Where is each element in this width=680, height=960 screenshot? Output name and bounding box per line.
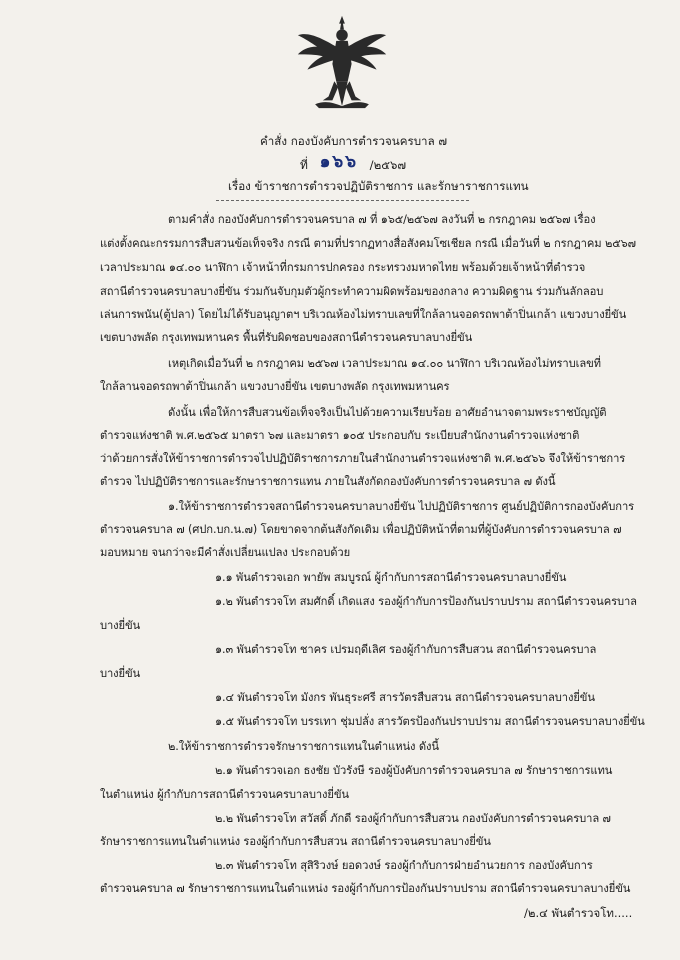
list-item: ๑.๔ พันตำรวจโท มังกร พันธุระศรี สารวัตรสืบสวน สถานีตำรวจนครบาลบางยี่ขัน (215, 691, 595, 704)
body-line: แต่งตั้งคณะกรรมการสืบสวนข้อเท็จจริง กรณี ตามที่ปรากฏทางสื่อสังคมโซเชียล กรณี เมื่อวันที่ ๒ กรกฎาคม ๒๕๖๗ (100, 237, 636, 250)
list-item: รักษาราชการแทนในตำแหน่ง รองผู้กำกับการสืบสวน สถานีตำรวจนครบาลบางยี่ขัน (100, 835, 491, 848)
divider (216, 200, 469, 201)
handwritten-number: ๑๖๖ (319, 152, 358, 172)
body-line: ตามคำสั่ง กองบังคับการตำรวจนครบาล ๗ ที่ ๑๖๕/๒๕๖๗ ลงวันที่ ๒ กรกฎาคม ๒๕๖๗ เรื่อง (168, 213, 596, 226)
body-line: สถานีตำรวจนครบาลบางยี่ขัน ร่วมกันจับกุมตัวผู้กระทำความผิดพร้อมของกลาง ความผิดฐาน ร่วมกันลักลอบ (100, 285, 604, 298)
subject-line: เรื่อง ข้าราชการตำรวจปฏิบัติราชการ และรักษาราชการแทน (228, 179, 529, 193)
list-item: บางยี่ขัน (100, 619, 141, 632)
list-item: ๒.๒ พันตำรวจโท สวัสดิ์ ภักดี รองผู้กำกับการสืบสวน กองบังคับการตำรวจนครบาล ๗ (215, 812, 611, 825)
list-item: บางยี่ขัน (100, 667, 141, 680)
body-line: เหตุเกิดเมื่อวันที่ ๒ กรกฎาคม ๒๕๖๗ เวลาประมาณ ๑๔.๐๐ นาฬิกา บริเวณห้องไม่ทราบเลขที่ (168, 357, 601, 370)
number-year: /๒๕๖๗ (369, 158, 407, 172)
body-line: ๒.ให้ข้าราชการตำรวจรักษาราชการแทนในตำแหน่ง ดังนี้ (168, 740, 439, 753)
body-line: เวลาประมาณ ๑๔.๐๐ นาฬิกา เจ้าหน้าที่กรมการปกครอง กระทรวงมหาดไทย พร้อมด้วยเจ้าหน้าที่ตำรวจ (100, 261, 586, 274)
list-item: ๒.๓ พันตำรวจโท สุสิริวงษ์ ยอดวงษ์ รองผู้กำกับการฝ่ายอำนวยการ กองบังคับการ (215, 859, 593, 872)
body-line: ว่าด้วยการสั่งให้ข้าราชการตำรวจไปปฏิบัติราชการภายในสำนักงานตำรวจแห่งชาติ พ.ศ.๒๕๖๖ จึงให้ข้าราชการ (100, 452, 626, 465)
list-item: ในตำแหน่ง ผู้กำกับการสถานีตำรวจนครบาลบางยี่ขัน (100, 788, 349, 801)
body-line: มอบหมาย จนกว่าจะมีคำสั่งเปลี่ยนแปลง ประกอบด้วย (100, 546, 351, 559)
list-item: ๒.๑ พันตำรวจเอก ธงชัย บัวรังษี รองผู้บังคับการตำรวจนครบาล ๗ รักษาราชการแทน (215, 764, 613, 777)
order-number (300, 152, 407, 173)
list-item: ๑.๑ พันตำรวจเอก พายัพ สมบูรณ์ ผู้กำกับการสถานีตำรวจนครบาลบางยี่ขัน (215, 571, 567, 584)
body-line: ๑.ให้ข้าราชการตำรวจสถานีตำรวจนครบาลบางยี่ขัน ไปปฏิบัติราชการ ศูนย์ปฏิบัติการกองบังคับการ (168, 500, 635, 513)
body-line: ตำรวจ ไปปฏิบัติราชการและรักษาราชการแทน ภายในสังกัดกองบังคับการตำรวจนครบาล ๗ ดังนี้ (100, 475, 556, 488)
list-item: ตำรวจนครบาล ๗ รักษาราชการแทนในตำแหน่ง รองผู้กำกับการป้องกันปราบปราม สถานีตำรวจนครบาลบางยี่ขัน (100, 882, 631, 895)
list-item: ๑.๒ พันตำรวจโท สมศักดิ์ เกิดแสง รองผู้กำกับการป้องกันปราบปราม สถานีตำรวจนครบาล (215, 595, 637, 608)
body-line: ใกล้ลานจอดรถพาต้าปิ่นเกล้า แขวงบางยี่ขัน เขตบางพลัด กรุงเทพมหานคร (100, 380, 450, 393)
list-item: ๑.๕ พันตำรวจโท บรรเทา ชุ่มปลั่ง สารวัตรป้องกันปราบปราม สถานีตำรวจนครบาลบางยี่ขัน (215, 715, 645, 728)
number-label: ที่ (300, 158, 308, 172)
body-line: ตำรวจแห่งชาติ พ.ศ.๒๕๖๕ มาตรา ๖๗ และมาตรา ๑๐๕ ประกอบกับ ระเบียบสำนักงานตำรวจแห่งชาติ (100, 429, 580, 442)
body-line: ดังนั้น เพื่อให้การสืบสวนข้อเท็จจริงเป็นไปด้วยความเรียบร้อย อาศัยอำนาจตามพระราชบัญญัติ (168, 406, 607, 419)
garuda-emblem-icon (294, 14, 390, 110)
list-item: ๑.๓ พันตำรวจโท ชาคร เปรมฤดีเลิศ รองผู้กำกับการสืบสวน สถานีตำรวจนครบาล (215, 643, 597, 656)
body-line: เขตบางพลัด กรุงเทพมหานคร พื้นที่รับผิดชอบของสถานีตำรวจนครบาลบางยี่ขัน (100, 331, 473, 344)
continuation-note: /๒.๔ พันตำรวจโท..... (524, 906, 633, 920)
body-line: เล่นการพนัน(ตู้ปลา) โดยไม่ได้รับอนุญาตฯ บริเวณห้องไม่ทราบเลขที่ใกล้ลานจอดรถพาต้าปิ่นเกล้า แขวงบางยี่ขัน (100, 308, 627, 321)
body-line: ตำรวจนครบาล ๗ (ศปก.บก.น.๗) โดยขาดจากต้นสังกัดเดิม เพื่อปฏิบัติหน้าที่ตามที่ผู้บังคับการตำรวจนครบาล ๗ (100, 523, 622, 536)
order-title: คำสั่ง กองบังคับการตำรวจนครบาล ๗ (260, 134, 448, 148)
